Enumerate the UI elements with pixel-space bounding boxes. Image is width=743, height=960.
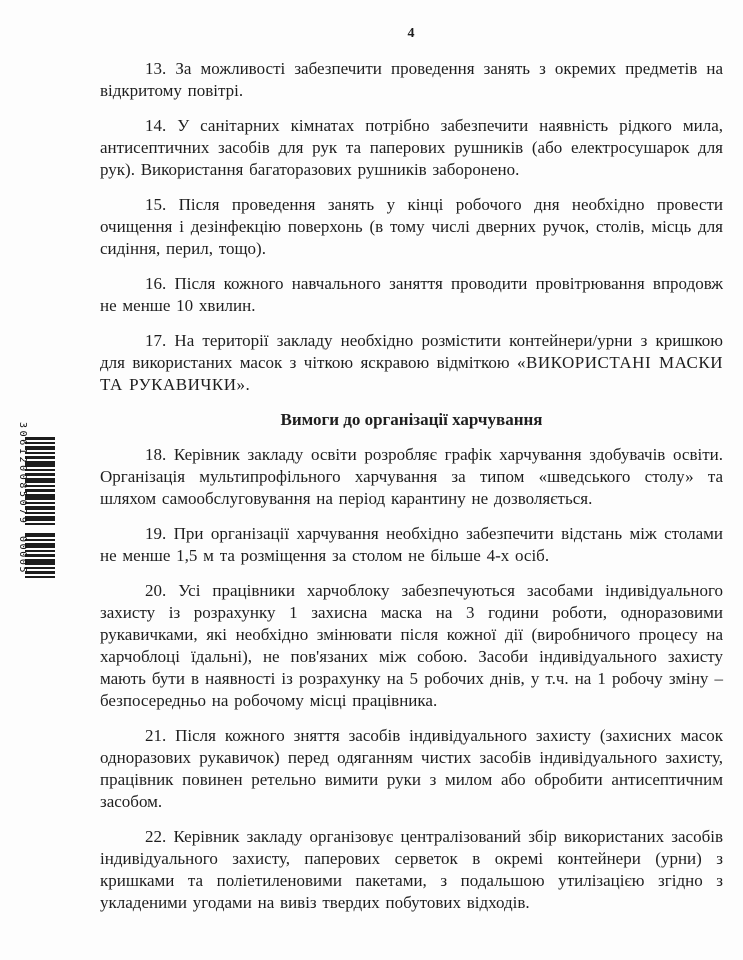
barcode-digits-main: 306120085079	[17, 422, 28, 526]
paragraph-16: 16. Після кожного навчального заняття проводити провітрювання впродовж не менше 10 хвилин.	[100, 274, 723, 315]
paragraph-22: 22. Керівник закладу організовує централізований збір використаних засобів індивідуального захисту, паперових серветок в окремі контейнери (урни) з кришками та поліетиленовими пакетами, з подальшою утилізацією згідно з укладеними угодами на вивіз твердих побутових відходів.	[100, 827, 723, 912]
paragraph-14: 14. У санітарних кімнатах потрібно забезпечити наявність рідкого мила, антисептичних засобів для рук та паперових рушників (або електросушарок для рук). Використання багаторазових рушників заборонено.	[100, 116, 723, 179]
paragraph-15: 15. Після проведення занять у кінці робочого дня необхідно провести очищення і дезінфекцію поверхонь (в тому числі дверних ручок, столів, місць для сидіння, перил, тощо).	[100, 195, 723, 258]
paragraph-17-text: 17. На території закладу необхідно розмістити контейнери/урни з кришкою для використаних масок з чіткою яскравою відміткою	[100, 331, 723, 372]
section-heading: Вимоги до організації харчування	[280, 410, 543, 429]
paragraph-18: 18. Керівник закладу освіти розробляє графік харчування здобувачів освіти. Організація мультипрофільного харчування за типом «шведського столу» та шляхом самообслуговування на період карантину не дозволяється.	[100, 445, 723, 508]
paragraph-13: 13. За можливості забезпечити проведення занять з окремих предметів на відкритому повітрі.	[100, 59, 723, 100]
barcode-digits-tail: 00005	[17, 536, 28, 575]
barcode-bars	[25, 437, 55, 578]
document-body	[100, 58, 723, 927]
paragraph-17-emphasis: «ВИКОРИСТАНІ МАСКИ ТА РУКАВИЧКИ».	[100, 353, 724, 394]
paragraph-19: 19. При організації харчування необхідно забезпечити відстань між столами не менше 1,5 м та розміщення за столом не більше 4-х осіб.	[100, 524, 723, 565]
barcode	[0, 0, 60, 960]
paragraph-20: 20. Усі працівники харчоблоку забезпечуються засобами індивідуального захисту із розрахунку 1 захисна маска на 3 години роботи, одноразовими рукавичками, які необхідно змінювати після кожної дії (виробничого процесу на харчоблоці їдальні), не пов'язаних між собою. Засоби індивідуального захисту мають бути в наявності із розрахунку на 5 робочих днів, у т.ч. на 1 робочу зміну – безпосередньо на робочому місці працівника.	[100, 581, 723, 710]
page-number: 4	[407, 26, 416, 41]
paragraph-17	[100, 330, 723, 396]
paragraph-21: 21. Після кожного зняття засобів індивідуального захисту (захисних масок одноразових рукавичок) перед одяганням чистих засобів індивідуального захисту, працівник повинен ретельно вимити руки з милом або обробити антисептичним засобом.	[100, 726, 723, 811]
